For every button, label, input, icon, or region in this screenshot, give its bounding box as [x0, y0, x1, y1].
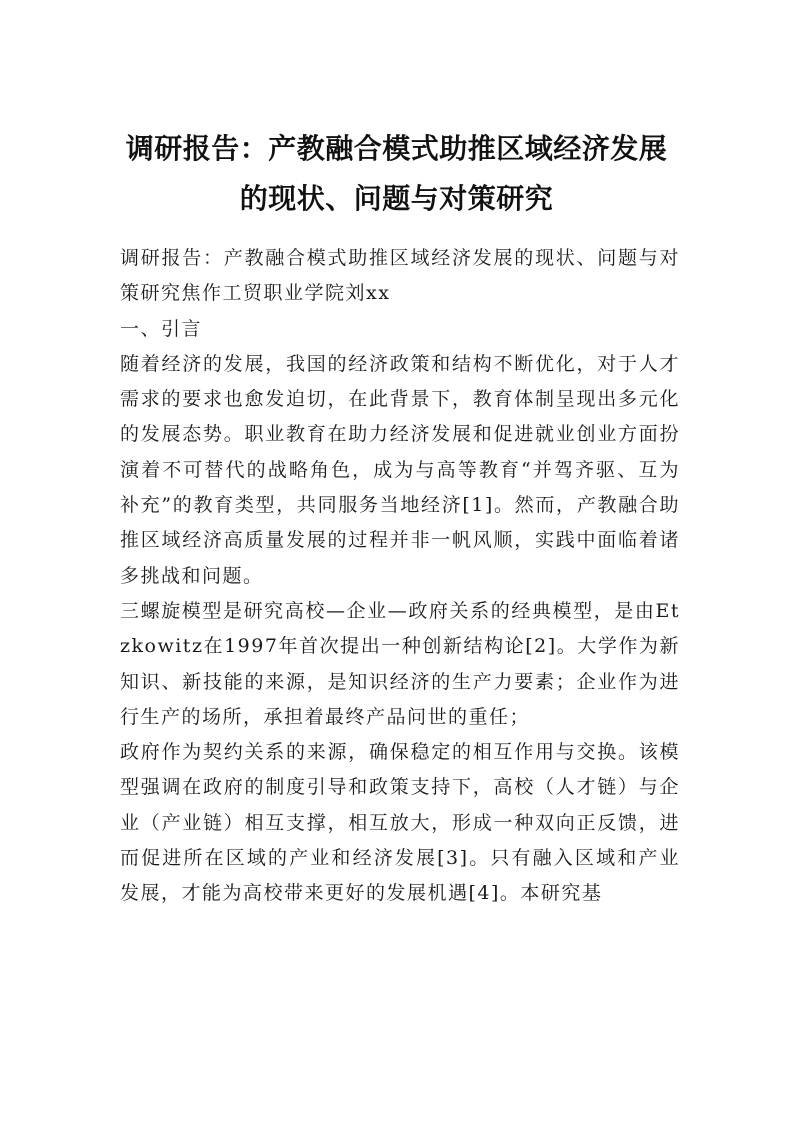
paragraph: 政府作为契约关系的来源，确保稳定的相互作用与交换。该模型强调在政府的制度引导和政策支持下，高校（人才链）与企业（产业链）相互支撑，相互放大，形成一种双向正反馈，进而促进所在区域的产业和经济发展[3]。只有融入区域和产业发展，才能为高校带来更好的发展机遇[4]。本研究基 [120, 741, 680, 905]
paragraph-section-heading: 一、引言 [120, 317, 203, 340]
document-title [110, 124, 683, 224]
paragraph-subtitle: 调研报告：产教融合模式助推区域经济发展的现状、问题与对策研究焦作工贸职业学院刘xx [120, 247, 680, 305]
paragraph: 随着经济的发展，我国的经济政策和结构不断优化，对于人才需求的要求也愈发迫切，在此背景下，教育体制呈现出多元化的发展态势。职业教育在助力经济发展和促进就业创业方面扮演着不可替代的战略角色，成为与高等教育“并驾齐驱、互为补充”的教育类型，共同服务当地经济[1]。然而，产教融合助推区域经济高质量发展的过程并非一帆风顺，实践中面临着诸多挑战和问题。 [120, 352, 680, 587]
document-body [120, 241, 680, 912]
paragraph: 三螺旋模型是研究高校—企业—政府关系的经典模型，是由Etzkowitz在1997年首次提出一种创新结构论[2]。大学作为新知识、新技能的来源，是知识经济的生产力要素；企业作为进行生产的场所，承担着最终产品问世的重任； [120, 599, 680, 728]
document-title-line-2: 的现状、问题与对策研究 [239, 182, 554, 215]
document-title-line-1: 调研报告：产教融合模式助推区域经济发展 [125, 132, 668, 165]
